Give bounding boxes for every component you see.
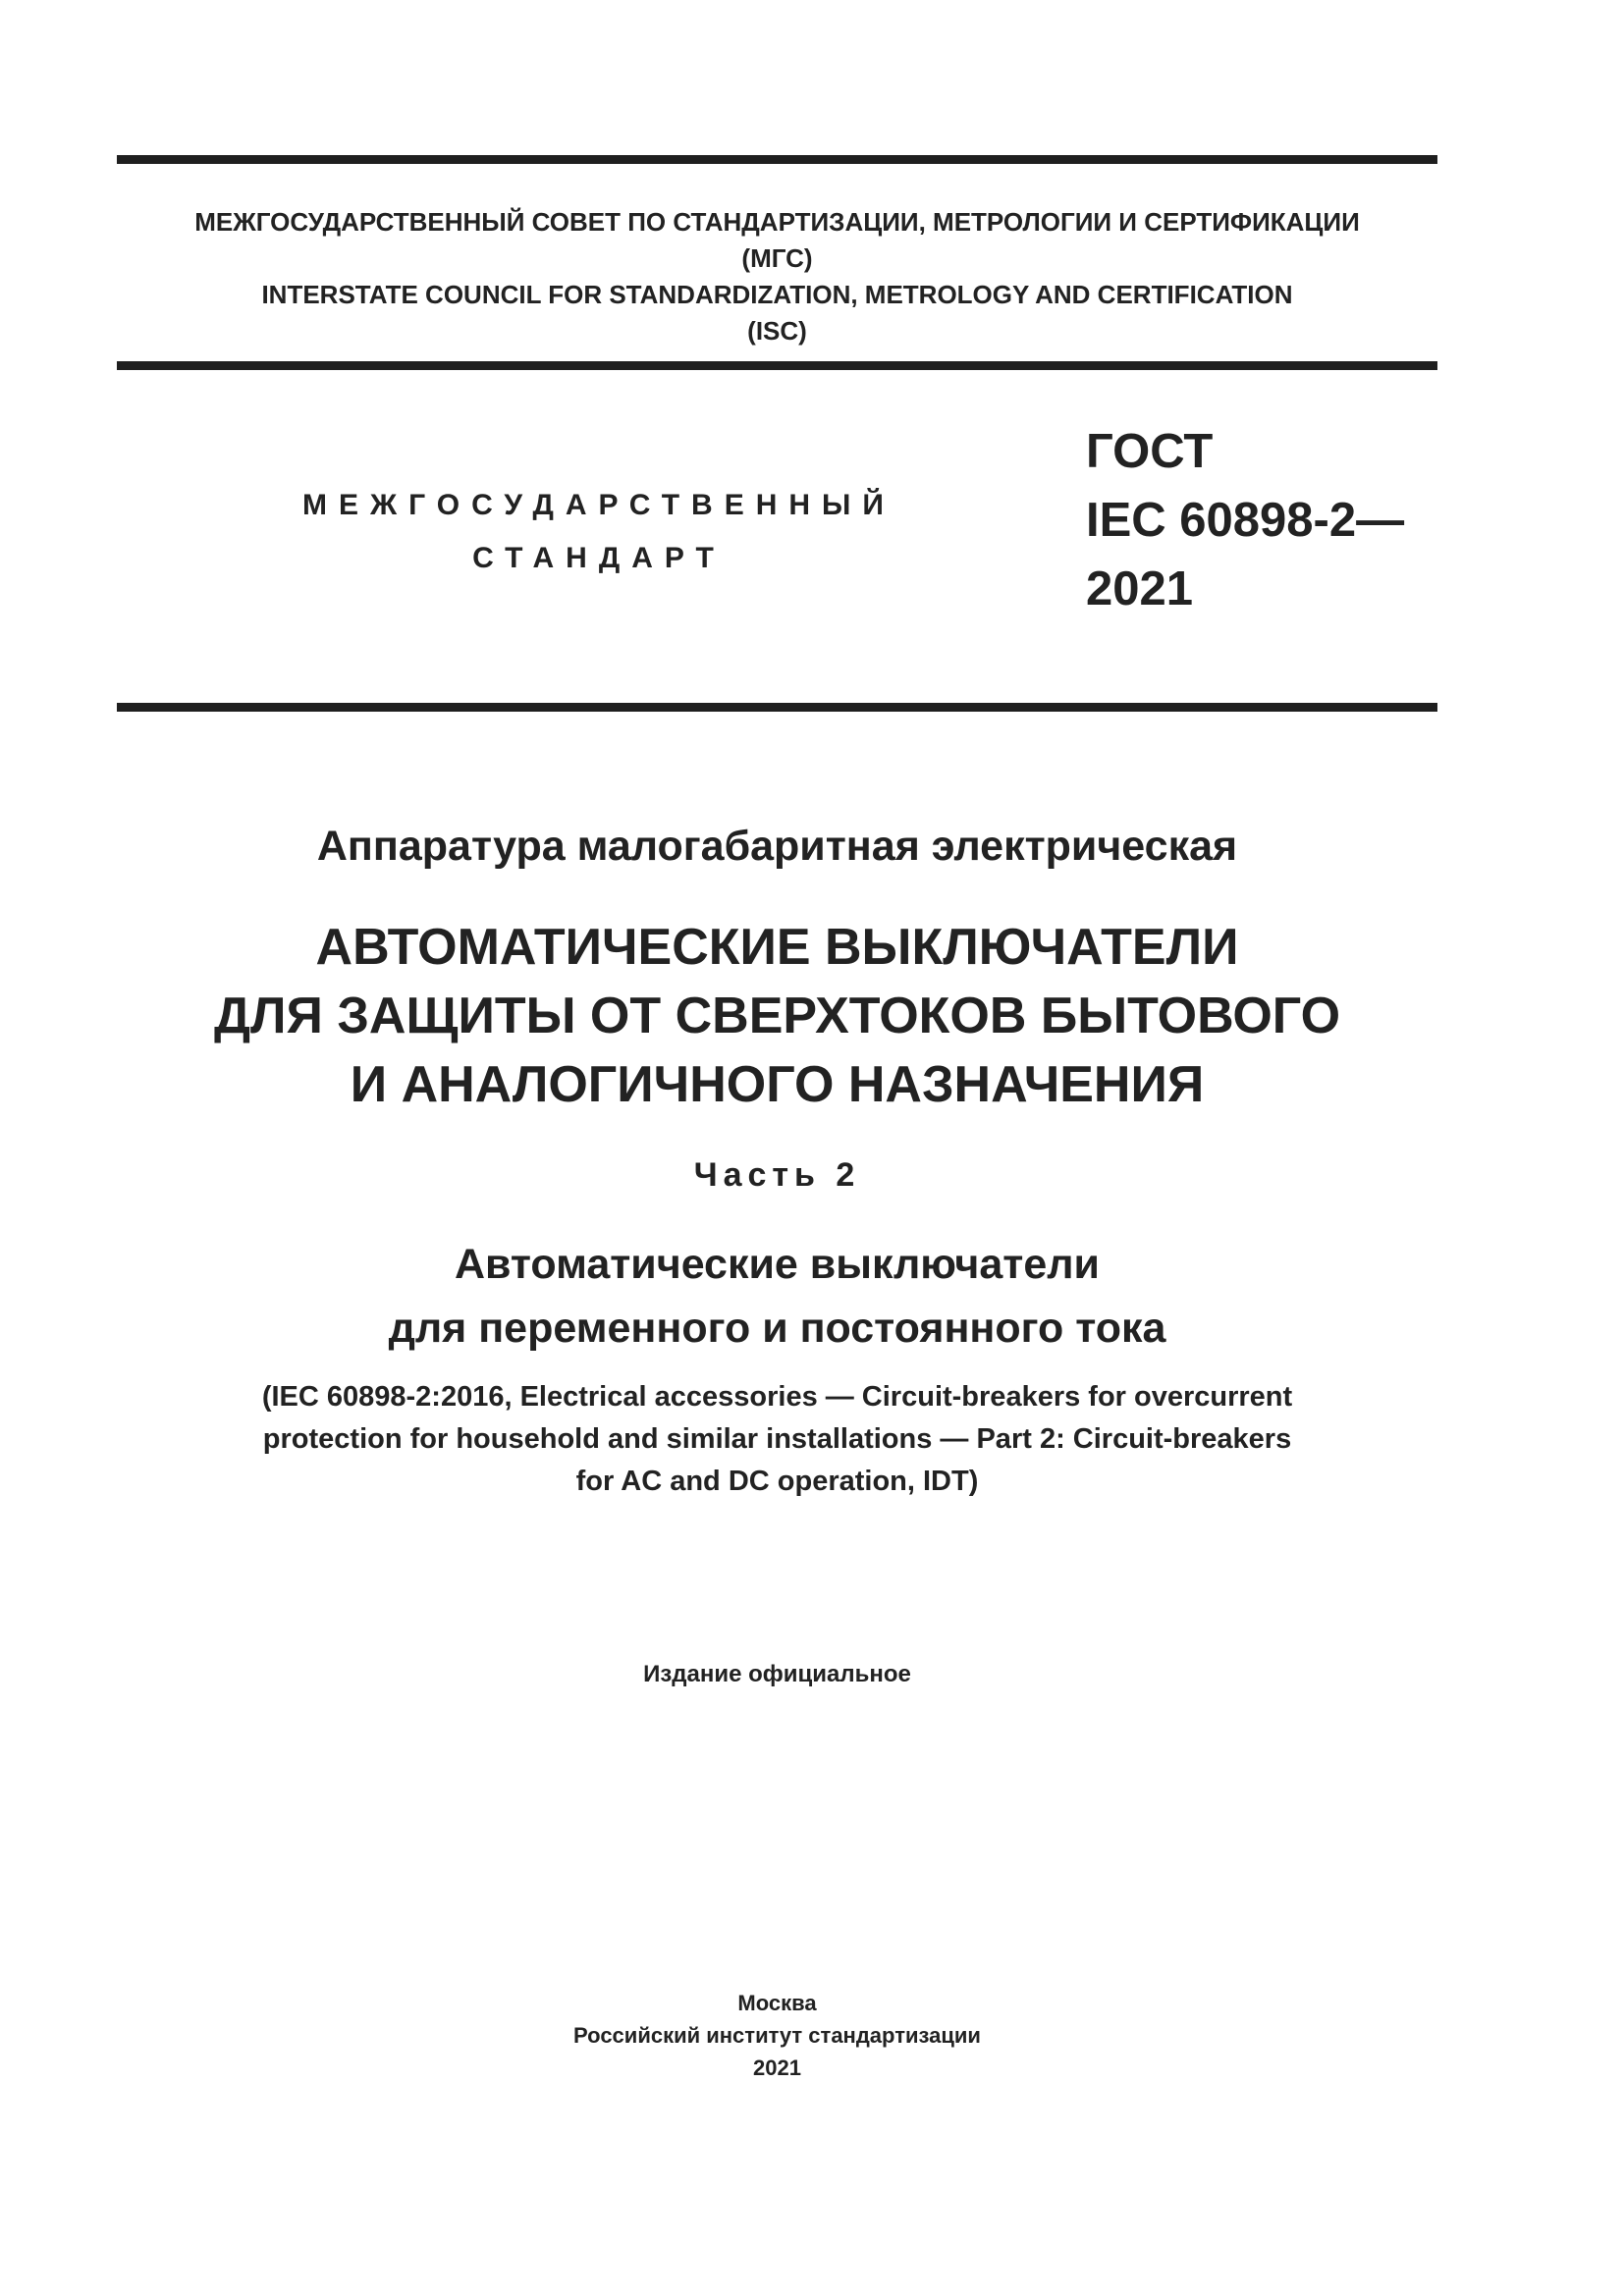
designation-rule (117, 703, 1437, 712)
iec-reference-line2: protection for household and similar installations — Part 2: Circuit-breakers (262, 1423, 1292, 1455)
iec-reference (117, 1376, 1437, 1503)
imprint-year: 2021 (753, 2056, 801, 2080)
standard-type-line2: СТАНДАРТ (472, 542, 726, 574)
subject-title: Аппаратура малогабаритная электрическая (316, 823, 1238, 870)
top-rule (117, 155, 1437, 164)
standard-type-line1: МЕЖГОСУДАРСТВЕННЫЙ (302, 489, 895, 521)
council-name-en: INTERSTATE COUNCIL FOR STANDARDIZATION, METROLOGY AND CERTIFICATION (261, 280, 1293, 309)
main-title-line3: И АНАЛОГИЧНОГО НАЗНАЧЕНИЯ (350, 1056, 1205, 1113)
designation-gost: ГОСТ (1086, 425, 1214, 478)
designation-number: IEC 60898-2— (1086, 494, 1405, 547)
main-title (117, 913, 1437, 1119)
part-title (117, 1233, 1437, 1361)
part-title-line1: Автоматические выключатели (454, 1241, 1100, 1288)
main-title-line1: АВТОМАТИЧЕСКИЕ ВЫКЛЮЧАТЕЛИ (315, 919, 1239, 976)
council-rule (117, 361, 1437, 370)
part-number: Часть 2 (693, 1156, 861, 1194)
standard-designation (1086, 417, 1404, 623)
imprint (117, 1987, 1437, 2084)
edition-label: Издание официальное (643, 1661, 911, 1687)
council-name-ru: МЕЖГОСУДАРСТВЕННЫЙ СОВЕТ ПО СТАНДАРТИЗАЦИИ, МЕТРОЛОГИИ И СЕРТИФИКАЦИИ (194, 207, 1360, 237)
council-abbr-en: (ISC) (747, 316, 807, 346)
imprint-publisher: Российский институт стандартизации (573, 2023, 981, 2048)
imprint-city: Москва (737, 1991, 817, 2015)
iec-reference-line1: (IEC 60898-2:2016, Electrical accessories — Circuit-breakers for overcurrent (261, 1381, 1293, 1413)
council-header (117, 204, 1437, 349)
part-title-line2: для переменного и постоянного тока (388, 1305, 1166, 1352)
main-title-line2: ДЛЯ ЗАЩИТЫ ОТ СВЕРХТОКОВ БЫТОВОГО (213, 988, 1341, 1044)
standard-type (245, 479, 952, 585)
designation-year: 2021 (1086, 562, 1194, 615)
council-abbr-ru: (МГС) (741, 243, 813, 273)
iec-reference-line3: for AC and DC operation, IDT) (575, 1466, 979, 1497)
